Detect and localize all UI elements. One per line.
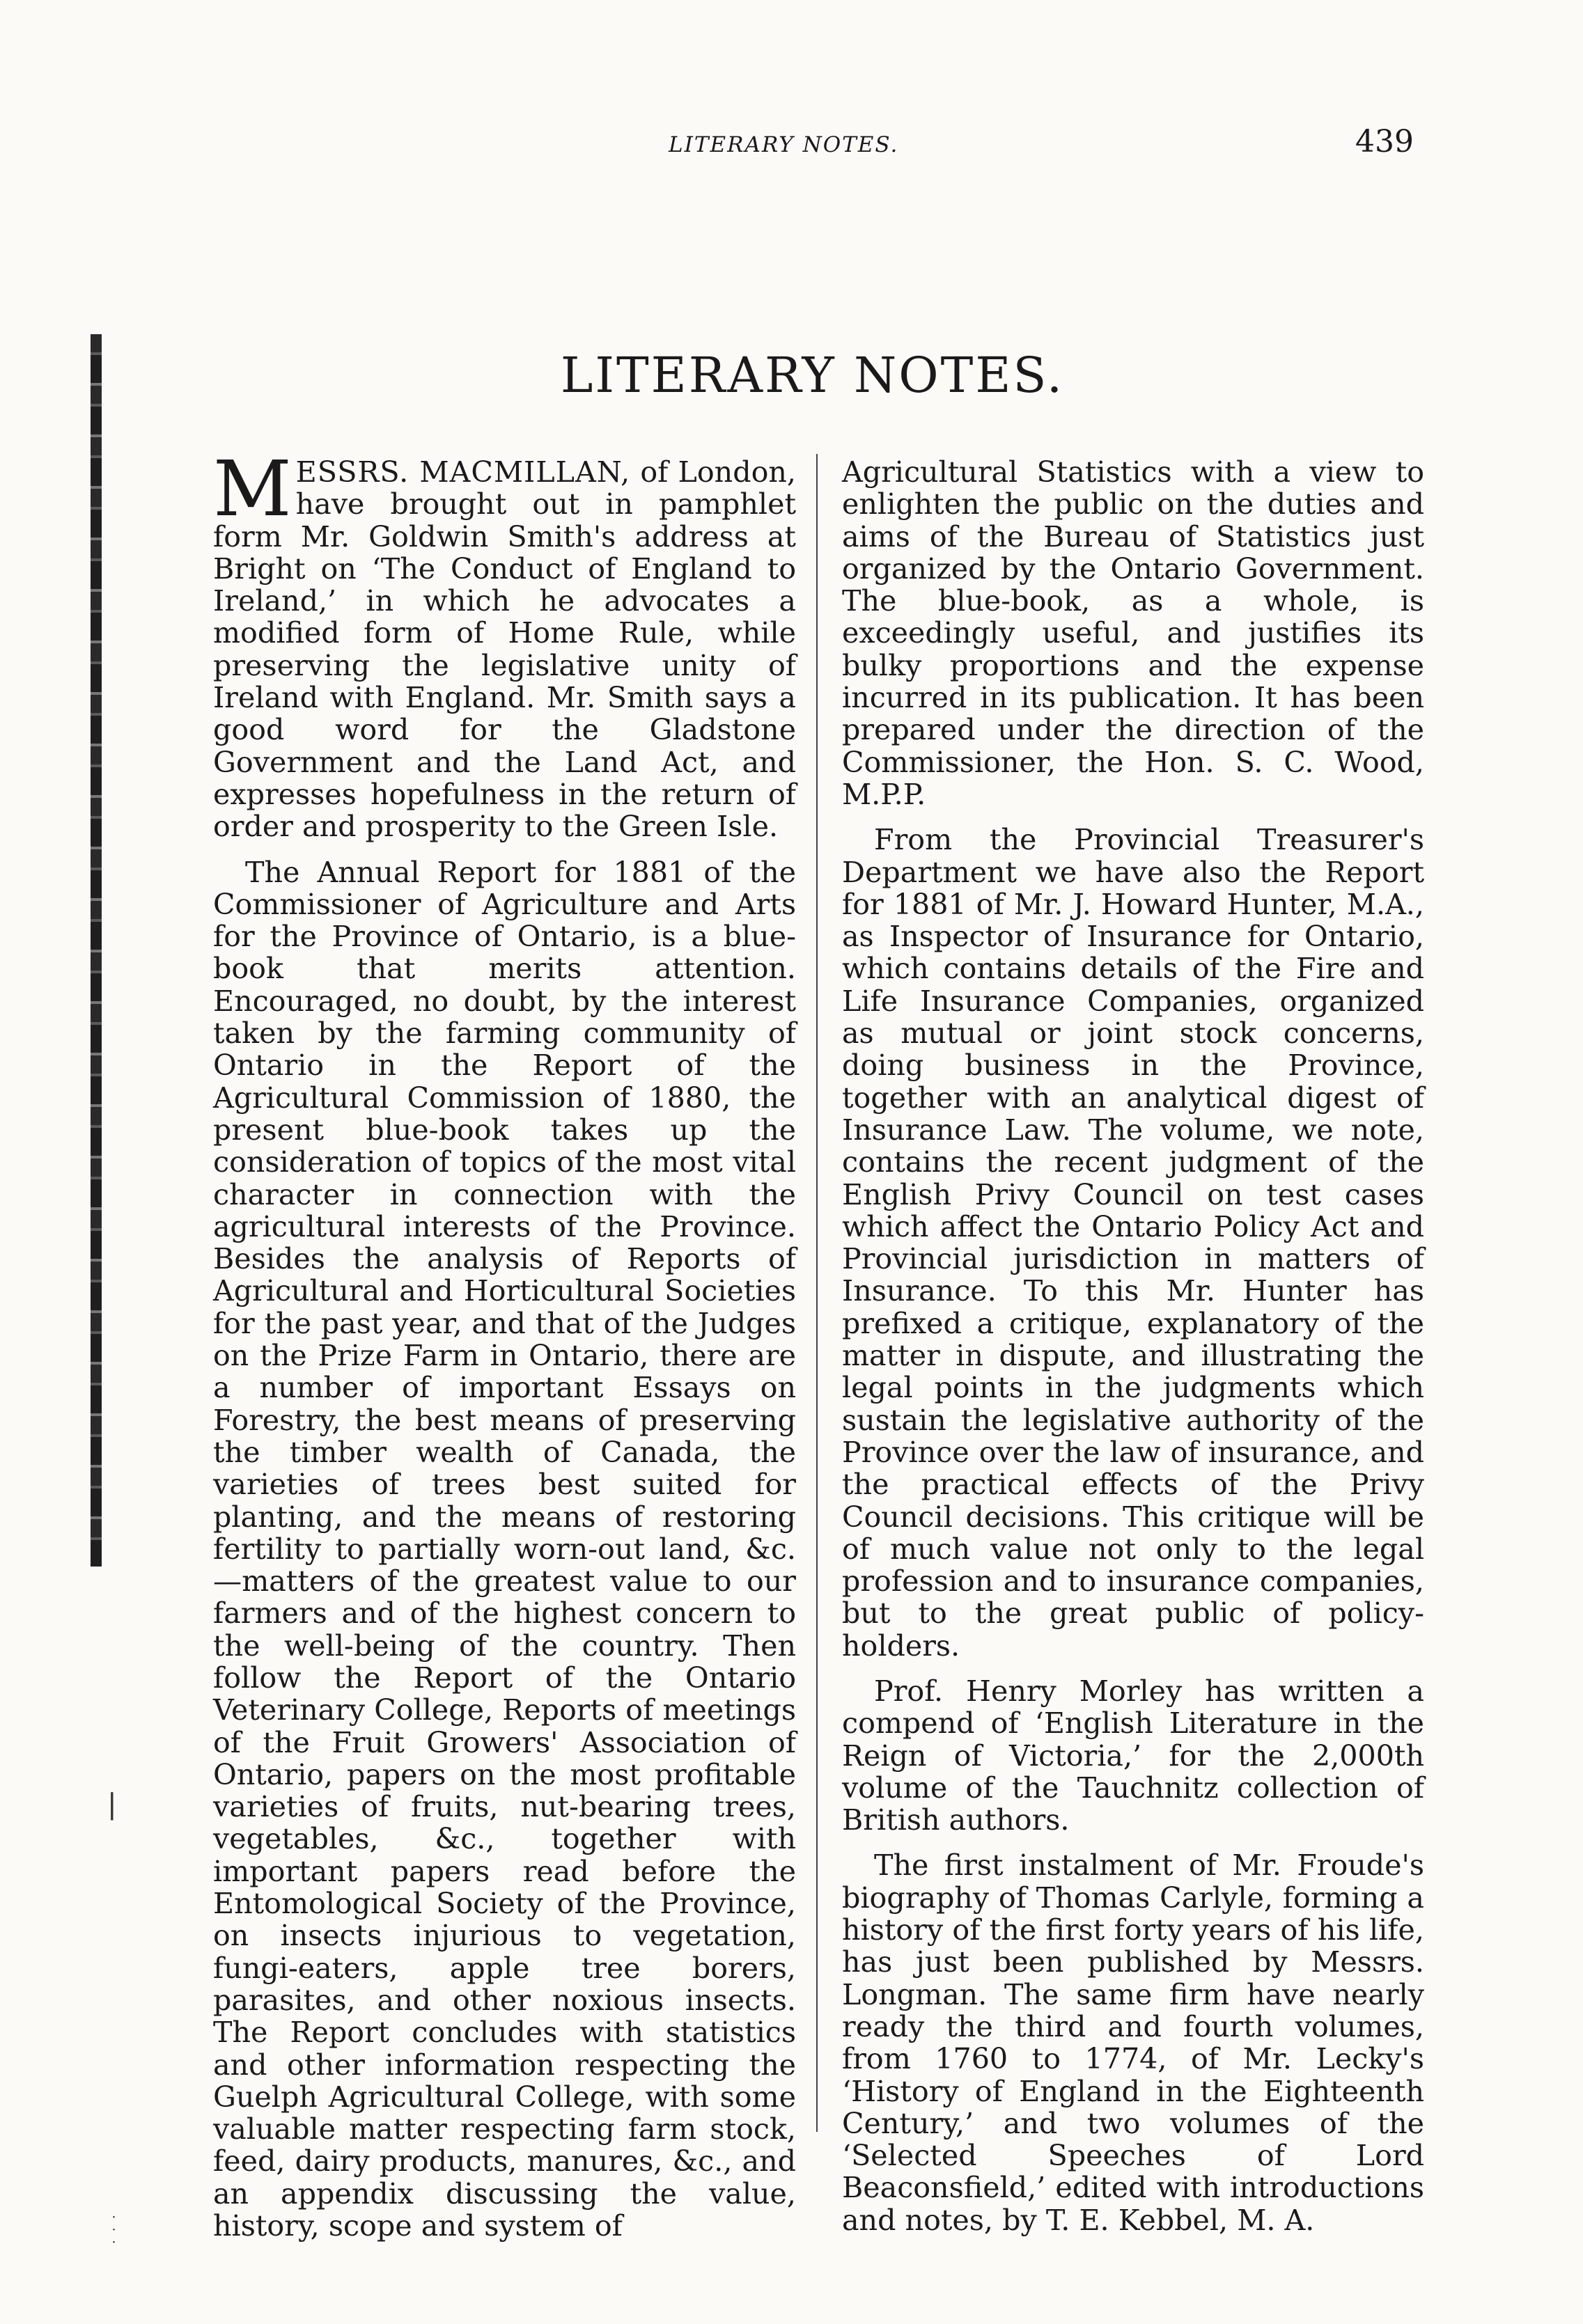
paragraph-text: of London, have brought out in pamphlet form Mr. Goldwin Smith's address at Bright on ‘The Conduct of England to Ireland,’ in which he advocates a modified form of Home Rule, while preserving the legislative unity of Ireland with England. Mr. Smith says a good word for the Gladstone Government and the Land Act, and expresses hopefulness in the return of order and prosperity to the Green Isle.	[213, 455, 796, 844]
page-number: 439	[1355, 124, 1414, 159]
margin-mark-dots: ˙ ˙ ˙	[110, 2215, 118, 2257]
margin-mark: ▕	[95, 1793, 114, 1821]
lead-caps: ESSRS. MACMILLAN,	[295, 455, 631, 489]
paragraph-insurance: From the Provincial Treasurer's Department we have also the Report for 1881 of Mr. J. Howard Hunter, M.A., as Inspector of Insurance for Ontario, which contains details of the Fire and Life Insurance Companies, organized as mutual or joint stock concerns, doing business in the Province, together with an analytical digest of Insurance Law. The volume, we note, contains the recent judgment of the English Privy Council on test cases which affect the Ontario Policy Act and Provincial jurisdiction in matters of Insurance. To this Mr. Hunter has prefixed a critique, explanatory of the matter in dispute, and illustrating the legal points in the judgments which sustain the legislative authority of the Province over the law of insurance, and the practical effects of the Privy Council decisions. This critique will be of much value not only to the legal profession and to insurance companies, but to the great public of policy-holders.	[842, 823, 1424, 1663]
paragraph-froude: The first instalment of Mr. Froude's biography of Thomas Carlyle, forming a history of the first forty years of his life, has just been published by Messrs. Longman. The same firm have nearly ready the third and fourth volumes, from 1760 to 1774, of Mr. Lecky's ‘History of England in the Eighteenth Century,’ and two volumes of the ‘Selected Speeches of Lord Beaconsfield,’ edited with introductions and notes, by T. E. Kebbel, M. A.	[842, 1848, 1424, 2237]
paragraph-morley: Prof. Henry Morley has written a compend of ‘English Literature in the Reign of Victoria,’ for the 2,000th volume of the Tauchnitz collection of British authors.	[842, 1674, 1424, 1837]
column-rule	[816, 454, 818, 2132]
right-column	[842, 456, 1424, 2250]
left-column	[213, 444, 796, 2255]
margin-bar	[91, 334, 102, 1567]
paragraph-macmillan	[213, 444, 796, 844]
page-title: LITERARY NOTES.	[560, 347, 1065, 404]
running-head: LITERARY NOTES.	[669, 132, 899, 157]
dropcap: M	[213, 444, 292, 533]
paragraph-continuation: Agricultural Statistics with a view to enlighten the public on the duties and aims of the Bureau of Statistics just organized by the Ontario Government. The blue-book, as a whole, is exceedingly useful, and justifies its bulky proportions and the expense incurred in its publication. It has been prepared under the direction of the Commissioner, the Hon. S. C. Wood, M.P.P.	[842, 455, 1424, 811]
paragraph-annual-report: The Annual Report for 1881 of the Commissioner of Agriculture and Arts for the Province of Ontario, is a blue-book that merits attention. Encouraged, no doubt, by the interest taken by the farming community of Ontario in the Report of the Agricultural Commission of 1880, the present blue-book takes up the consideration of topics of the most vital character in connection with the agricultural interests of the Province. Besides the analysis of Reports of Agricultural and Horticultural Societies for the past year, and that of the Judges on the Prize Farm in Ontario, there are a number of important Essays on Forestry, the best means of preserving the timber wealth of Canada, the varieties of trees best suited for planting, and the means of restoring fertility to partially worn-out land, &c.—matters of the greatest value to our farmers and of the highest concern to the well-being of the country. Then follow the Report of the Ontario Veterinary College, Reports of meetings of the Fruit Growers' Association of Ontario, papers on the most profitable varieties of fruits, nut-bearing trees, vegetables, &c., together with important papers read before the Entomological Society of the Province, on insects injurious to vegetation, fungi-eaters, apple tree borers, parasites, and other noxious insects. The Report concludes with statistics and other information respecting the Guelph Agricultural College, with some valuable matter respecting farm stock, feed, dairy products, manures, &c., and an appendix discussing the value, history, scope and system of	[213, 855, 796, 2243]
